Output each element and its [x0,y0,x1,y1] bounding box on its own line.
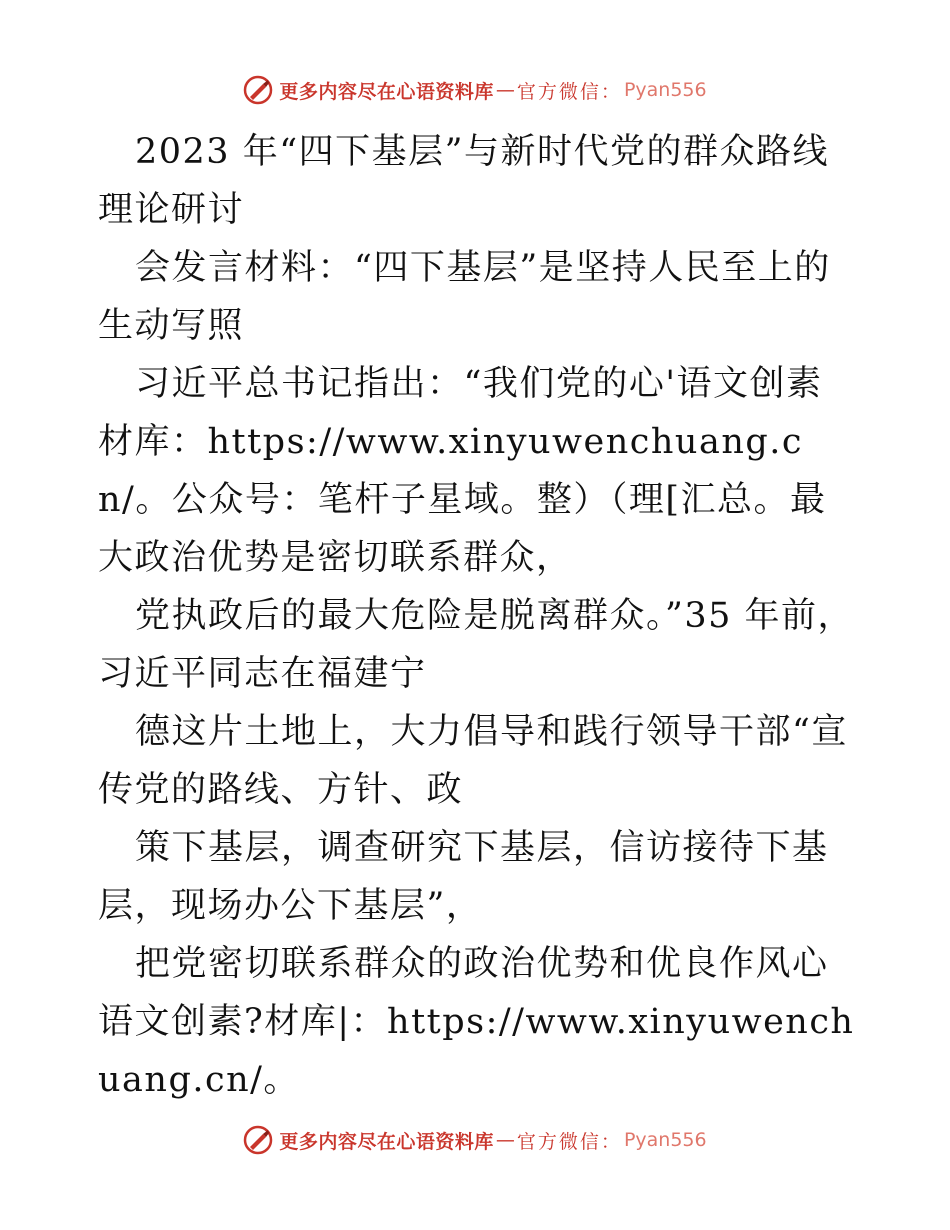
doc-subtitle-line: 会发言材料：“四下基层”是坚持人民至上的生动写照 [98,248,831,346]
header-wechat-id: Pyan556 [623,79,707,101]
doc-paragraph: 党执政后的最大危险是脱离群众。”35 年前，习近平同志在福建宁 [98,596,855,694]
doc-paragraph: 策下基层，调查研究下基层，信访接待下基层，现场办公下基层”， [98,828,829,926]
doc-paragraph: 习近平总书记指出：“我们党的心'语文创素材库：https://www.xinyuwenchuang.cn/。公众号：笔杆子星域。整）（理[汇总。最大政治优势是密切联系群众， [98,364,827,578]
document-body [98,123,858,1109]
header-wechat-label: 官方微信： [516,80,622,103]
header-brand-text: 更多内容尽在心语资料库 [279,80,494,103]
doc-paragraph: 德这片土地上，大力倡导和践行领导干部“宣传党的路线、方针、政 [98,712,848,810]
quill-logo-icon [243,1125,273,1155]
quill-logo-icon [243,75,273,105]
header-dash: — [495,79,515,101]
header-watermark [0,70,950,110]
doc-paragraph: 把党密切联系群众的政治优势和优良作风心语文创素?材库|：https://www.xinyuwenchuang.cn/。 [98,944,855,1100]
footer-dash: — [495,1129,515,1151]
footer-wechat-label: 官方微信： [516,1130,622,1153]
footer-watermark [0,1120,950,1160]
footer-wechat-id: Pyan556 [623,1129,707,1151]
doc-title-line: 2023 年“四下基层”与新时代党的群众路线理论研讨 [98,132,829,230]
footer-brand-text: 更多内容尽在心语资料库 [279,1130,494,1153]
